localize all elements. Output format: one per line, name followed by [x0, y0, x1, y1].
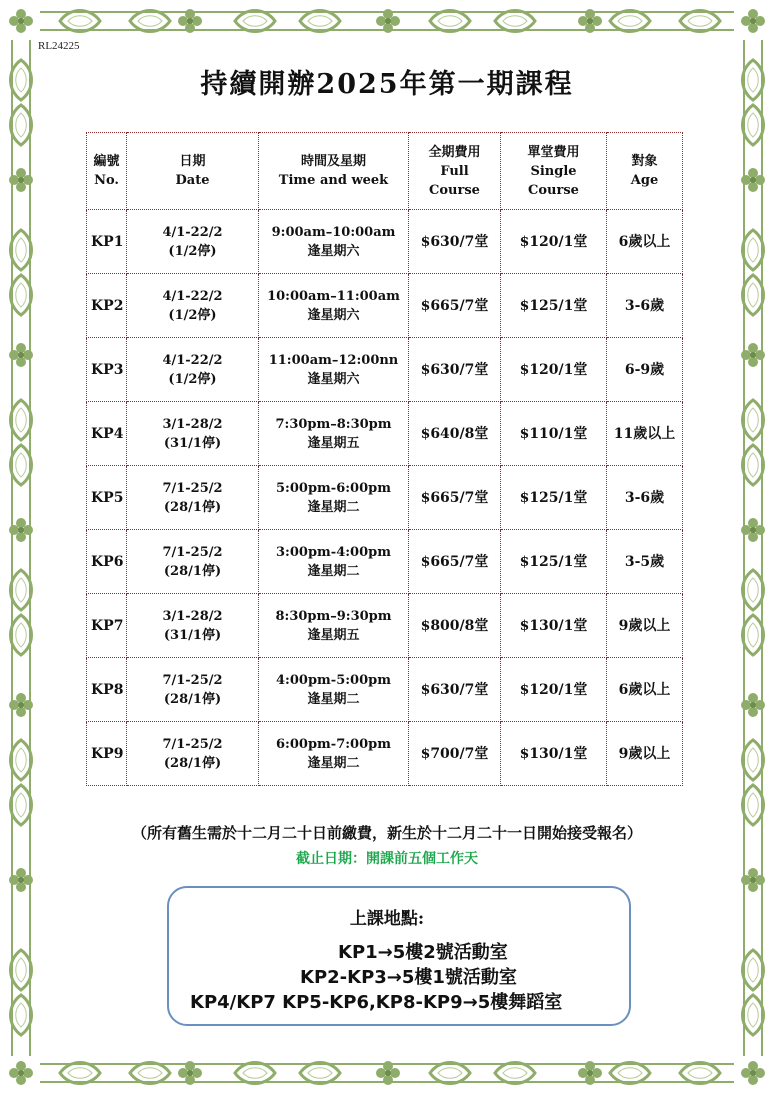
course-single-fee: $125/1堂	[501, 466, 607, 530]
course-date: 7/1-25/2 (28/1停)	[127, 722, 259, 786]
table-row	[87, 274, 683, 338]
course-single-fee: $120/1堂	[501, 338, 607, 402]
header-full-course: 全期費用 Full Course	[409, 133, 501, 210]
course-full-fee: $800/8堂	[409, 594, 501, 658]
page-title: 持續開辦2025年第一期課程	[200, 69, 574, 100]
header-time: 時間及星期 Time and week	[259, 133, 409, 210]
course-code: KP7	[87, 594, 127, 658]
course-age: 3-5歲	[607, 530, 683, 594]
course-code: KP2	[87, 274, 127, 338]
course-full-fee: $630/7堂	[409, 210, 501, 274]
course-time: 6:00pm-7:00pm 逢星期二	[259, 722, 409, 786]
header-single-course: 單堂費用 Single Course	[501, 133, 607, 210]
course-single-fee: $110/1堂	[501, 402, 607, 466]
course-full-fee: $665/7堂	[409, 530, 501, 594]
course-date: 4/1-22/2 (1/2停)	[127, 338, 259, 402]
table-row	[87, 722, 683, 786]
course-single-fee: $130/1堂	[501, 594, 607, 658]
header-date: 日期 Date	[127, 133, 259, 210]
course-date: 4/1-22/2 (1/2停)	[127, 274, 259, 338]
course-time: 8:30pm–9:30pm 逢星期五	[259, 594, 409, 658]
course-age: 3-6歲	[607, 466, 683, 530]
course-date: 3/1-28/2 (31/1停)	[127, 402, 259, 466]
course-single-fee: $120/1堂	[501, 210, 607, 274]
location-line-kp2-kp3: KP2-KP3→5樓1號活動室	[300, 967, 517, 988]
course-date: 4/1-22/2 (1/2停)	[127, 210, 259, 274]
table-row	[87, 210, 683, 274]
course-single-fee: $125/1堂	[501, 530, 607, 594]
course-age: 9歲以上	[607, 722, 683, 786]
location-title: 上課地點:	[349, 909, 425, 929]
course-table	[86, 132, 683, 786]
course-age: 3-6歲	[607, 274, 683, 338]
table-row	[87, 402, 683, 466]
header-age: 對象 Age	[607, 133, 683, 210]
course-date: 7/1-25/2 (28/1停)	[127, 530, 259, 594]
table-row	[87, 658, 683, 722]
course-single-fee: $120/1堂	[501, 658, 607, 722]
header-no: 編號 No.	[87, 133, 127, 210]
course-single-fee: $125/1堂	[501, 274, 607, 338]
course-full-fee: $630/7堂	[409, 658, 501, 722]
course-code: KP9	[87, 722, 127, 786]
course-time: 3:00pm-4:00pm 逢星期二	[259, 530, 409, 594]
course-single-fee: $130/1堂	[501, 722, 607, 786]
course-date: 7/1-25/2 (28/1停)	[127, 466, 259, 530]
course-time: 4:00pm-5:00pm 逢星期二	[259, 658, 409, 722]
location-line-others: KP4/KP7 KP5-KP6,KP8-KP9→5樓舞蹈室	[190, 992, 563, 1013]
table-header-row	[87, 133, 683, 210]
deadline-note: 截止日期：開課前五個工作天	[296, 851, 478, 867]
course-time: 9:00am–10:00am 逢星期六	[259, 210, 409, 274]
table-row	[87, 530, 683, 594]
course-date: 3/1-28/2 (31/1停)	[127, 594, 259, 658]
course-code: KP1	[87, 210, 127, 274]
course-full-fee: $640/8堂	[409, 402, 501, 466]
course-full-fee: $700/7堂	[409, 722, 501, 786]
payment-note: （所有舊生需於十二月二十日前繳費，新生於十二月二十一日開始接受報名）	[131, 824, 642, 842]
course-age: 6歲以上	[607, 210, 683, 274]
table-row	[87, 594, 683, 658]
course-code: KP5	[87, 466, 127, 530]
course-time: 10:00am–11:00am 逢星期六	[259, 274, 409, 338]
course-time: 11:00am–12:00nn 逢星期六	[259, 338, 409, 402]
location-line-kp1: KP1→5樓2號活動室	[338, 942, 508, 963]
course-full-fee: $630/7堂	[409, 338, 501, 402]
course-age: 6歲以上	[607, 658, 683, 722]
table-row	[87, 466, 683, 530]
course-age: 11歲以上	[607, 402, 683, 466]
course-time: 5:00pm-6:00pm 逢星期二	[259, 466, 409, 530]
course-full-fee: $665/7堂	[409, 274, 501, 338]
course-code: KP8	[87, 658, 127, 722]
course-age: 6-9歲	[607, 338, 683, 402]
table-row	[87, 338, 683, 402]
course-age: 9歲以上	[607, 594, 683, 658]
course-code: KP4	[87, 402, 127, 466]
course-code: KP3	[87, 338, 127, 402]
course-full-fee: $665/7堂	[409, 466, 501, 530]
document-code: RL24225	[38, 40, 80, 52]
course-date: 7/1-25/2 (28/1停)	[127, 658, 259, 722]
course-code: KP6	[87, 530, 127, 594]
course-time: 7:30pm–8:30pm 逢星期五	[259, 402, 409, 466]
